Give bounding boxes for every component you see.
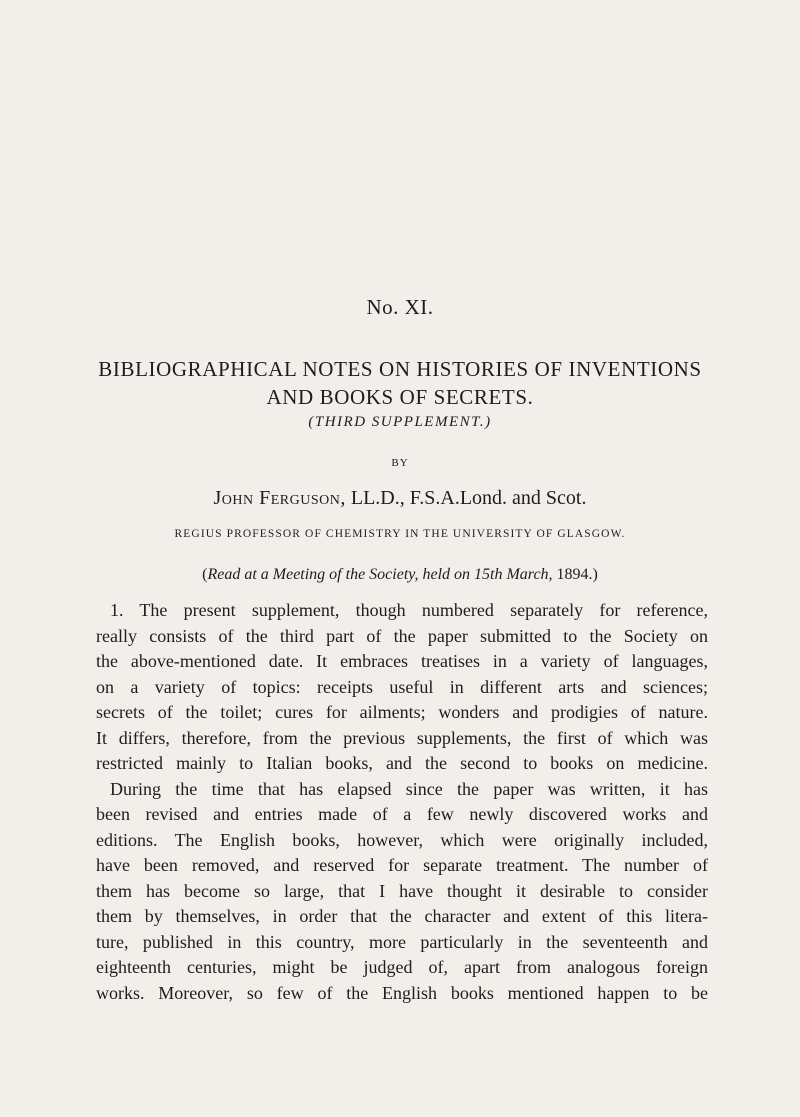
author-line bbox=[0, 487, 800, 510]
body-line: It differs, therefore, from the previous supplements, the first of which was bbox=[96, 727, 708, 748]
by-label: BY bbox=[391, 457, 409, 469]
body-line: really consists of the third part of the paper submitted to the Society on bbox=[96, 625, 708, 646]
body-line: them by themselves, in order that the character and extent of this litera- bbox=[96, 906, 708, 926]
paper-number: No. XI. bbox=[366, 295, 434, 319]
read-note-close: 1894.) bbox=[552, 566, 598, 583]
body-line: them has become so large, that I have thought it desirable to consider bbox=[96, 880, 708, 901]
body-line: editions. The English books, however, which were originally included, bbox=[96, 829, 708, 850]
supplement-subtitle: (THIRD SUPPLEMENT.) bbox=[308, 414, 492, 430]
body-line: been revised and entries made of a few newly discovered works and bbox=[96, 804, 708, 824]
body-line: restricted mainly to Italian books, and the second to books on medicine. bbox=[96, 753, 708, 773]
read-note bbox=[0, 566, 800, 584]
author-affiliation: REGIUS PROFESSOR OF CHEMISTRY IN THE UNIVERSITY OF GLASGOW. bbox=[174, 528, 626, 540]
body-line: works. Moreover, so few of the English books mentioned happen to be bbox=[96, 982, 708, 1003]
paper-title-line-1: BIBLIOGRAPHICAL NOTES ON HISTORIES OF INVENTIONS bbox=[98, 357, 702, 381]
read-note-open: ( bbox=[202, 566, 208, 583]
body-line: ture, published in this country, more particularly in the seventeenth and bbox=[96, 931, 708, 952]
body-line: secrets of the toilet; cures for ailments; wonders and prodigies of nature. bbox=[96, 702, 708, 722]
body-paragraph bbox=[96, 598, 708, 1006]
body-line: During the time that has elapsed since the paper was written, it has bbox=[110, 778, 708, 799]
body-line: 1. The present supplement, though numbered separately for reference, bbox=[110, 600, 708, 620]
read-note-italic: Read at a Meeting of the Society, held on 15th March, bbox=[207, 566, 553, 583]
paper-title bbox=[96, 355, 704, 411]
body-line: eighteenth centuries, might be judged of, apart from analogous foreign bbox=[96, 957, 708, 977]
body-line: have been removed, and reserved for separate treatment. The number of bbox=[96, 855, 708, 875]
paper-title-line-2: AND BOOKS OF SECRETS. bbox=[266, 385, 534, 409]
body-line: on a variety of topics: receipts useful in different arts and sciences; bbox=[96, 676, 708, 697]
author-name: John Ferguson, bbox=[213, 487, 346, 509]
body-line: the above-mentioned date. It embraces treatises in a variety of languages, bbox=[96, 651, 708, 671]
author-credentials: LL.D., F.S.A.Lond. and Scot. bbox=[350, 487, 587, 509]
